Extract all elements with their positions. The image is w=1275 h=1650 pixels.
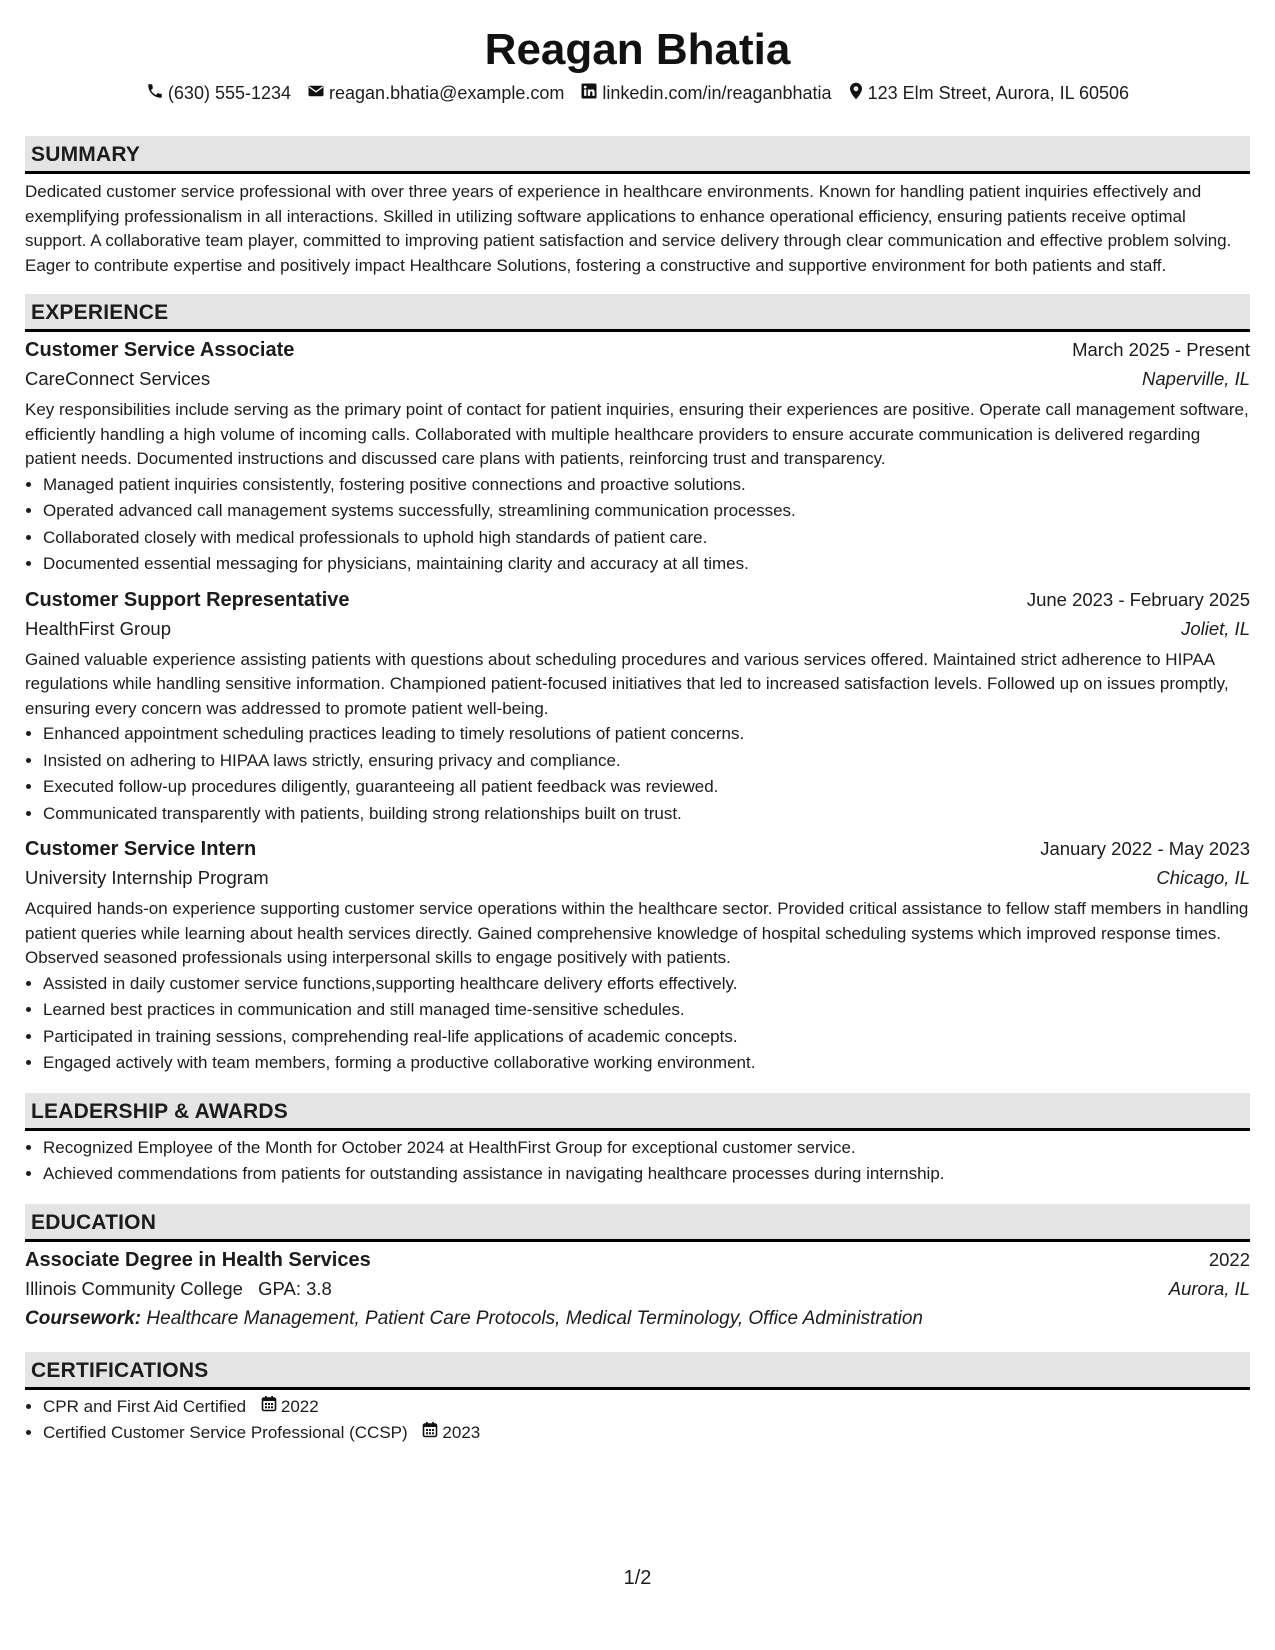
section-heading-experience: EXPERIENCE bbox=[25, 294, 1250, 332]
job-location: Chicago, IL bbox=[1156, 867, 1250, 888]
map-pin-icon bbox=[848, 82, 868, 105]
gpa: GPA: 3.8 bbox=[258, 1277, 332, 1299]
list-item bbox=[43, 1394, 1250, 1421]
job-company: University Internship Program bbox=[25, 867, 269, 888]
job-dates: March 2025 - Present bbox=[1072, 339, 1250, 360]
job-title: Customer Service Associate bbox=[25, 339, 295, 361]
graduation-year: 2022 bbox=[1208, 1248, 1250, 1270]
certification-year: 2022 bbox=[280, 1396, 319, 1416]
contact-bar bbox=[25, 80, 1250, 106]
candidate-name: Reagan Bhatia bbox=[484, 25, 791, 74]
list-item: • Enhanced appointment scheduling practices leading to timely resolutions of patient concerns. bbox=[43, 721, 1250, 748]
list-item bbox=[43, 1420, 1250, 1447]
certification-name: Certified Customer Service Professional (CCSP) bbox=[43, 1423, 408, 1442]
contact-phone: (630) 555-1234 bbox=[146, 82, 291, 105]
coursework-list: Healthcare Management, Patient Care Protocols, Medical Terminology, Office Administration bbox=[146, 1307, 923, 1329]
list-item: • Executed follow-up procedures diligently, guaranteeing all patient feedback was reviewed. bbox=[43, 774, 1250, 801]
job-bullets bbox=[25, 472, 1250, 578]
job-dates: January 2022 - May 2023 bbox=[1040, 838, 1250, 859]
list-item: • Assisted in daily customer service functions,supporting healthcare delivery efforts effectively. bbox=[43, 971, 1250, 998]
certification-name: CPR and First Aid Certified bbox=[43, 1396, 247, 1416]
job-description: Gained valuable experience assisting patients with questions about scheduling procedures and various services offered. Maintained strict adherence to HIPAA regulations while handling sensitive information. Championed patient-focused initiatives that led to increased satisfaction levels. Followed up on issues promptly, ensuring every concern was addressed to promote patient well-being. bbox=[25, 649, 1229, 718]
list-item: • Insisted on adhering to HIPAA laws strictly, ensuring privacy and compliance. bbox=[43, 748, 1250, 775]
list-item: • Engaged actively with team members, forming a productive collaborative working environment. bbox=[43, 1050, 1250, 1077]
job-title: Customer Support Representative bbox=[25, 588, 350, 611]
job-location: Joliet, IL bbox=[1181, 617, 1250, 639]
school-location: Aurora, IL bbox=[1168, 1277, 1250, 1299]
education-entry bbox=[25, 1246, 1250, 1334]
job-description: Acquired hands-on experience supporting customer service operations within the healthcare sector. Provided critical assistance to fellow staff members in handling patient queries while learning about health services directly. Gained comprehensive knowledge of hospital scheduling systems which improved response times. Observed seasoned professionals using interpersonal skills to engage positively with patients. bbox=[25, 899, 1249, 967]
contact-address: 123 Elm Street, Aurora, IL 60506 bbox=[848, 82, 1130, 105]
school-name: Illinois Community College bbox=[25, 1277, 243, 1299]
calendar-icon bbox=[422, 1420, 442, 1447]
coursework-label: Coursework: bbox=[25, 1307, 142, 1329]
list-item: • Learned best practices in communication and still managed time-sensitive schedules. bbox=[43, 997, 1250, 1024]
page-number: 1/2 bbox=[623, 1567, 652, 1589]
contact-email[interactable]: reagan.bhatia@example.com bbox=[307, 82, 564, 105]
leadership-list bbox=[25, 1135, 1250, 1188]
job-entry bbox=[25, 336, 1250, 578]
list-item: • Achieved commendations from patients for outstanding assistance in navigating healthcare processes during internship. bbox=[43, 1161, 1250, 1188]
resume-page bbox=[25, 0, 1250, 1447]
job-dates: June 2023 - February 2025 bbox=[1026, 588, 1250, 610]
summary-text: Dedicated customer service professional with over three years of experience in healthcare environments. Known for handling patient inquiries effectively and exemplifying professionalism in all interactions. Skilled in utilizing software applications to enhance operational efficiency, ensuring patients receive optimal support. A collaborative team player, committed to improving patient satisfaction and service delivery through clear communication and effective problem solving. Eager to contribute expertise and positively impact Healthcare Solutions, fostering a constructive and supportive environment for both patients and staff. bbox=[25, 182, 1232, 275]
calendar-icon bbox=[261, 1394, 281, 1421]
job-bullets bbox=[25, 971, 1250, 1077]
list-item: • Collaborated closely with medical professionals to uphold high standards of patient care. bbox=[43, 525, 1250, 552]
linkedin-icon bbox=[580, 82, 602, 105]
job-entry bbox=[25, 835, 1250, 1077]
envelope-icon bbox=[307, 82, 329, 105]
section-heading-certifications: CERTIFICATIONS bbox=[25, 1352, 1250, 1390]
degree-title: Associate Degree in Health Services bbox=[25, 1248, 371, 1271]
list-item: • Recognized Employee of the Month for October 2024 at HealthFirst Group for exceptional customer service. bbox=[43, 1135, 1250, 1162]
list-item: • Managed patient inquiries consistently, fostering positive connections and proactive solutions. bbox=[43, 472, 1250, 499]
certification-year: 2023 bbox=[442, 1423, 481, 1442]
certifications-list bbox=[25, 1394, 1250, 1447]
section-heading-leadership: LEADERSHIP & AWARDS bbox=[25, 1093, 1250, 1131]
coursework bbox=[25, 1304, 1250, 1334]
job-title: Customer Service Intern bbox=[25, 838, 257, 860]
list-item: • Communicated transparently with patients, building strong relationships built on trust. bbox=[43, 801, 1250, 828]
list-item: • Documented essential messaging for physicians, maintaining clarity and accuracy at all times. bbox=[43, 551, 1250, 578]
section-heading-education: EDUCATION bbox=[25, 1204, 1250, 1242]
job-company: HealthFirst Group bbox=[25, 617, 171, 639]
list-item: • Participated in training sessions, comprehending real-life applications of academic concepts. bbox=[43, 1024, 1250, 1051]
job-bullets bbox=[25, 721, 1250, 827]
job-location: Naperville, IL bbox=[1142, 368, 1250, 389]
contact-linkedin[interactable]: linkedin.com/in/reaganbhatia bbox=[580, 82, 831, 105]
phone-icon bbox=[146, 82, 168, 105]
job-entry bbox=[25, 586, 1250, 828]
section-heading-summary: SUMMARY bbox=[25, 136, 1250, 174]
job-company: CareConnect Services bbox=[25, 368, 211, 389]
list-item: • Operated advanced call management systems successfully, streamlining communication processes. bbox=[43, 498, 1250, 525]
job-description: Key responsibilities include serving as the primary point of contact for patient inquiries, ensuring their experiences are positive. Operate call management software, efficiently handling a high volume of incoming calls. Collaborated with multiple healthcare providers to ensure accurate communication is delivered regarding patient needs. Documented instructions and discussed care plans with patients, reinforcing trust and transparency. bbox=[25, 400, 1249, 468]
